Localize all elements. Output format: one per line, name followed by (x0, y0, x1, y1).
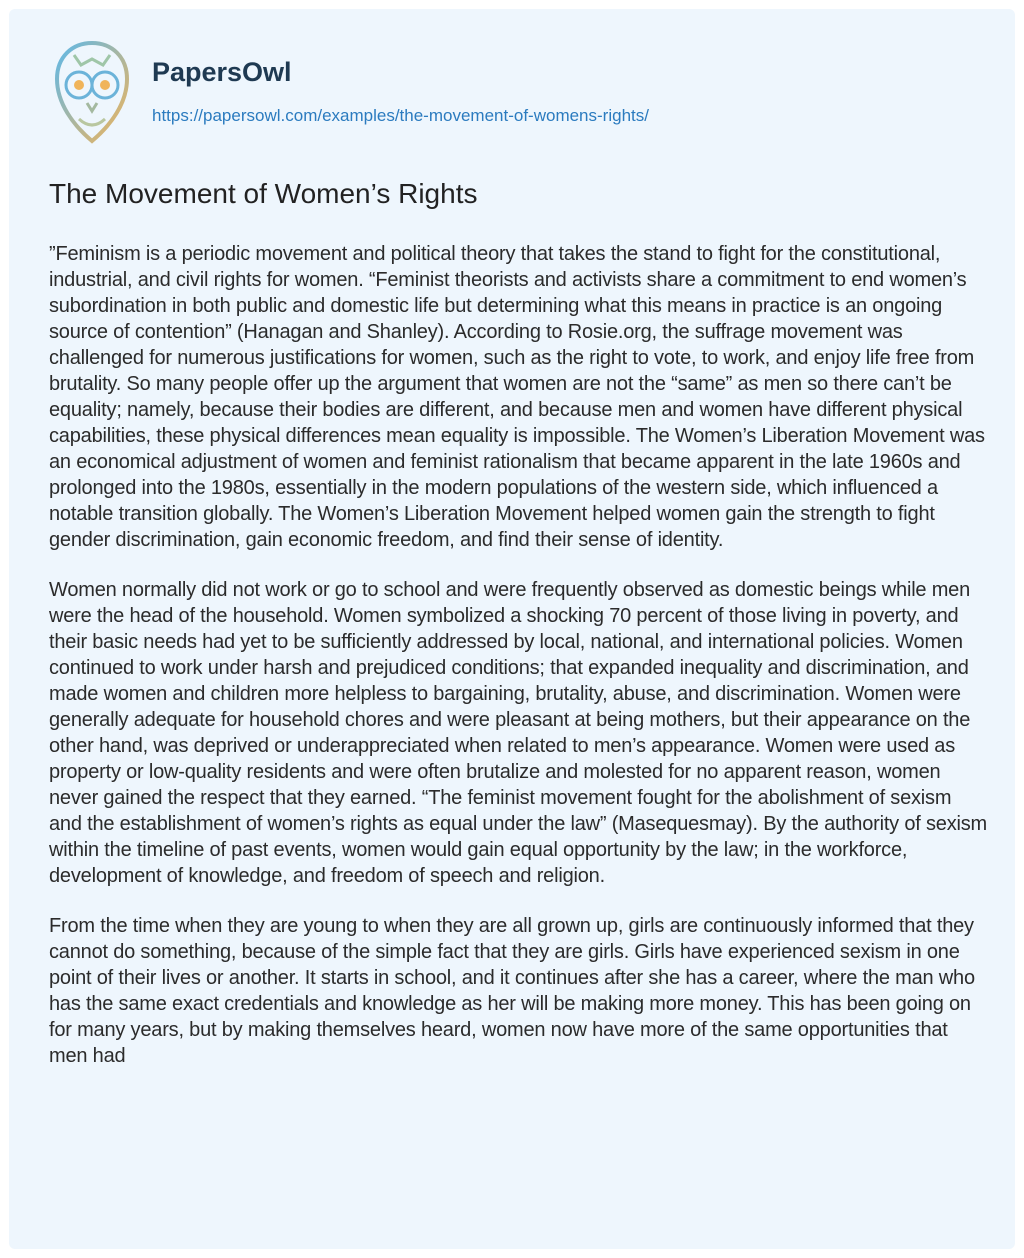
paragraph: Women normally did not work or go to school and were frequently observed as domestic beings while men were the head of the household. Women symbolized a shocking 70 percent of those living in poverty, and their basic needs had yet to be sufficiently addressed by local, national, and international policies. Women continued to work under harsh and prejudiced conditions; that expanded inequality and discrimination, and made women and children more helpless to bargaining, brutality, abuse, and discrimination. Women were generally adequate for household chores and were pleasant at being mothers, but their appearance on the other hand, was deprived or underappreciated when related to men’s appearance. Women were used as property or low-quality residents and were often brutalize and molested for no apparent reason, women never gained the respect that they earned. “The feminist movement fought for the abolishment of sexism and the establishment of women’s rights as equal under the law” (Masequesmay). By the authority of sexism within the timeline of past events, women would gain equal opportunity by the law; in the workforce, development of knowledge, and freedom of speech and religion. (49, 579, 987, 887)
page-card (9, 9, 1015, 1249)
paragraph: ”Feminism is a periodic movement and political theory that takes the stand to fight for the constitutional, industrial, and civil rights for women. “Feminist theorists and activists share a commitment to end women’s subordination in both public and domestic life but determining what this means in practice is an ongoing source of contention” (Hanagan and Shanley). According to Rosie.org, the suffrage movement was challenged for numerous justifications for women, such as the right to vote, to work, and enjoy life free from brutality. So many people offer up the argument that women are not the “same” as men so there can’t be equality; namely, because their bodies are different, and because men and women have different physical capabilities, these physical differences mean equality is impossible. The Women’s Liberation Movement was an economical adjustment of women and feminist rationalism that became apparent in the late 1960s and prolonged into the 1980s, essentially in the modern populations of the western side, which influenced a notable transition globally. The Women’s Liberation Movement helped women gain the strength to fight gender discrimination, gain economic freedom, and find their sense of identity. (49, 243, 985, 551)
article-body (49, 241, 989, 1093)
owl-logo-icon[interactable] (49, 37, 135, 147)
article-url-link[interactable]: https://papersowl.com/examples/the-movement-of-womens-rights/ (152, 106, 649, 125)
page-title: The Movement of Women’s Rights (49, 178, 478, 209)
site-header (49, 37, 989, 147)
brand-name[interactable]: PapersOwl (152, 57, 292, 87)
paragraph: From the time when they are young to when they are all grown up, girls are continuously informed that they cannot do something, because of the simple fact that they are girls. Girls have experienced sexism in one point of their lives or another. It starts in school, and it continues after she has a career, where the man who has the same exact credentials and knowledge as her will be making more money. This has been going on for many years, but by making themselves heard, women now have more of the same opportunities that men had (49, 915, 975, 1067)
